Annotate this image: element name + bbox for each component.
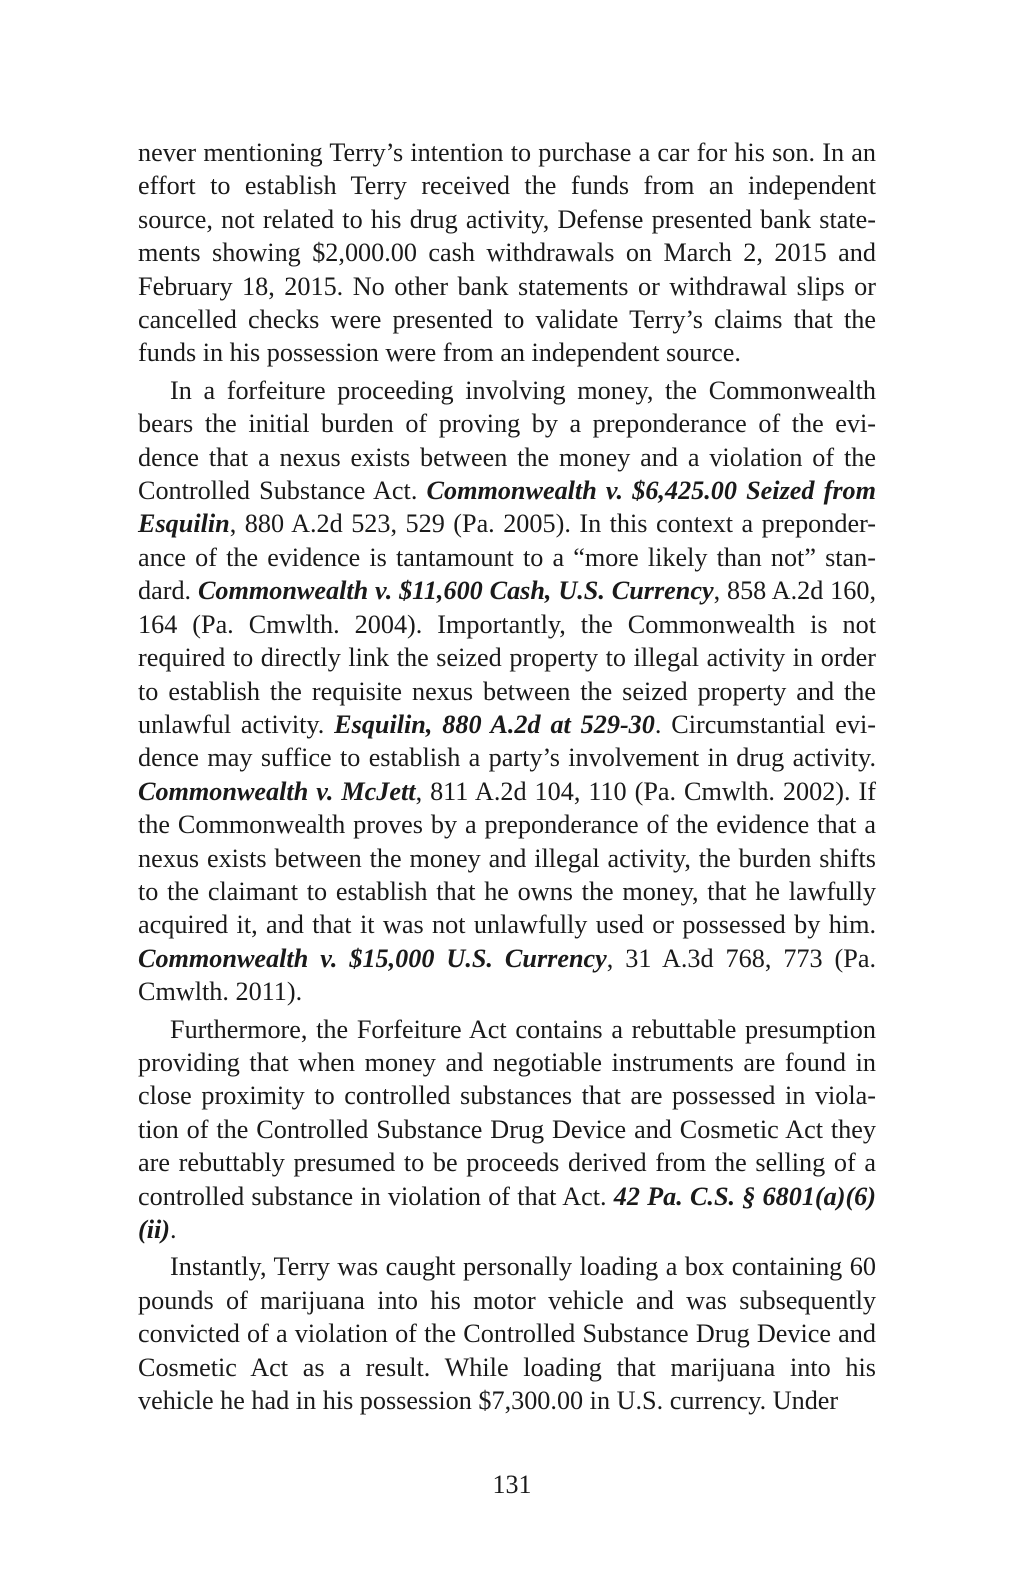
paragraph-text: , 880 A.2d 523, 529 (Pa. 2005). In this context a preponder-ance of the evidence is tantamount to a “more likely than not” stan-dard.: [138, 509, 876, 606]
case-citation: 42 Pa. C.S. § 6801(a)(6)(ii): [138, 1181, 876, 1244]
case-citation: Commonwealth v. McJett: [138, 776, 416, 806]
paragraph-text: In a forfeiture proceeding involving money, the Commonwealth bears the initial burden of proving by a preponderance of the evi-dence that a nexus exists between the money and a violation of the Controlled Substance Act.: [138, 375, 876, 506]
paragraph-text: Furthermore, the Forfeiture Act contains a rebuttable presumption providing that when money and negotiable instruments are found in close proximity to controlled substances that are possessed in viola-tion of the Controlled Substance Drug Device and Cosmetic Act they are rebuttably presumed to be proceeds derived from the selling of a controlled substance in violation of that Act.: [138, 1014, 876, 1211]
body-text: [138, 136, 876, 1421]
case-citation: Commonwealth v. $15,000 U.S. Currency: [138, 943, 607, 973]
case-citation: Commonwealth v. $6,425.00 Seized from Esquilin: [138, 476, 877, 539]
paragraph-text: , 858 A.2d 160, 164 (Pa. Cmwlth. 2004). Importantly, the Commonwealth is not required to directly link the seized property to illegal activity in order to establish the requisite nexus between the seized property and the unlawful activity.: [138, 576, 876, 739]
case-citation: Commonwealth v. $11,600 Cash, U.S. Currency: [197, 576, 714, 606]
paragraph-text: never mentioning Terry’s intention to purchase a car for his son. In an effort to establish Terry received the funds from an independent source, not related to his drug activity, Defense presented bank state-ments showing $2,000.00 cash withdrawals on March 2, 2015 and February 18, 2015. No other bank statements or withdrawal slips or cancelled checks were presented to validate Terry’s claims that the funds in his possession were from an independent source.: [138, 138, 876, 368]
paragraph-text: .: [170, 1215, 177, 1244]
paragraph-p2: [138, 374, 876, 1009]
paragraph-text: , 31 A.3d 768, 773 (Pa. Cmwlth. 2011).: [138, 943, 877, 1007]
paragraph-text: , 811 A.2d 104, 110 (Pa. Cmwlth. 2002). If the Commonwealth proves by a preponderance of the evidence that a nexus exists between the money and illegal activity, the burden shifts to the claimant to establish that he owns the money, that he lawfully acquired it, and that it was not unlawfully used or possessed by him.: [138, 776, 876, 940]
paragraph-p1: [138, 136, 876, 370]
paragraph-text: . Circumstantial evi-dence may suffice to establish a party’s involvement in drug activity.: [138, 709, 876, 773]
paragraph-p3: [138, 1013, 876, 1247]
paragraph-text: Instantly, Terry was caught personally loading a box containing 60 pounds of marijuana into his motor vehicle and was subsequently convicted of a violation of the Controlled Substance Drug Device and Cosmetic Act as a result. While loading that marijuana into his vehicle he had in his possession $7,300.00 in U.S. currency. Under: [138, 1252, 876, 1416]
case-citation: Esquilin, 880 A.2d at 529-30: [334, 709, 655, 739]
paragraph-p4: [138, 1250, 876, 1417]
page-number: 131: [492, 1470, 532, 1499]
